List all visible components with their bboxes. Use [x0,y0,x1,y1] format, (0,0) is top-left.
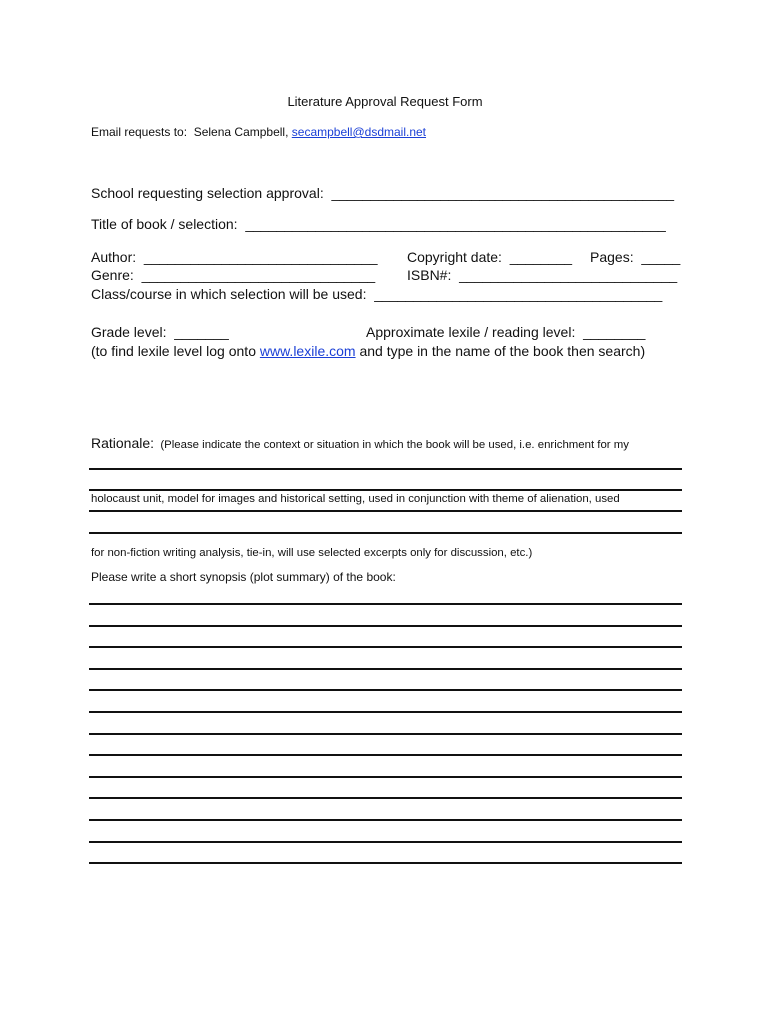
writing-line[interactable] [89,646,682,648]
rationale-line-1: Rationale: (Please indicate the context or situation in which the book will be used, i.e. enrichment for my [91,435,629,451]
writing-line[interactable] [89,733,682,735]
author-field[interactable]: Author: ______________________________ [91,249,378,265]
email-line [91,125,426,139]
writing-line[interactable] [89,776,682,778]
writing-line[interactable] [89,510,682,512]
writing-line[interactable] [89,532,682,534]
lexile-suffix: and type in the name of the book then search) [355,343,646,359]
writing-line[interactable] [89,797,682,799]
writing-line[interactable] [89,468,682,470]
form-title: Literature Approval Request Form [287,94,483,109]
class-course-field[interactable]: Class/course in which selection will be used: _____________________________________ [91,286,663,302]
synopsis-label: Please write a short synopsis (plot summary) of the book: [91,570,396,584]
writing-line[interactable] [89,689,682,691]
writing-line[interactable] [89,841,682,843]
lexile-level-field[interactable]: Approximate lexile / reading level: ________ [366,324,646,340]
email-prefix: Email requests to: Selena Campbell, [91,125,292,139]
email-link[interactable]: secampbell@dsdmail.net [291,125,427,139]
writing-line[interactable] [89,668,682,670]
lexile-link[interactable]: www.lexile.com [259,343,356,359]
lexile-prefix: (to find lexile level log onto [91,343,260,359]
book-title-field[interactable]: Title of book / selection: ______________________________________________________ [91,216,666,232]
isbn-field[interactable]: ISBN#: ____________________________ [407,267,678,283]
writing-line[interactable] [89,754,682,756]
writing-line[interactable] [89,603,682,605]
lexile-instructions [91,343,645,359]
copyright-date-field[interactable]: Copyright date: ________ [407,249,573,265]
rationale-line-2: holocaust unit, model for images and historical setting, used in conjunction with theme of alienation, used [91,493,620,505]
genre-field[interactable]: Genre: ______________________________ [91,267,376,283]
pages-field[interactable]: Pages: _____ [590,249,681,265]
writing-line[interactable] [89,862,682,864]
rationale-heading: Rationale: [91,435,155,451]
writing-line[interactable] [89,625,682,627]
grade-level-field[interactable]: Grade level: _______ [91,324,229,340]
school-field[interactable]: School requesting selection approval: ____________________________________________ [91,185,675,201]
writing-line[interactable] [89,819,682,821]
writing-line[interactable] [89,489,682,491]
rationale-line-3: for non-fiction writing analysis, tie-in, will use selected excerpts only for discussion, etc.) [91,547,533,559]
writing-line[interactable] [89,711,682,713]
